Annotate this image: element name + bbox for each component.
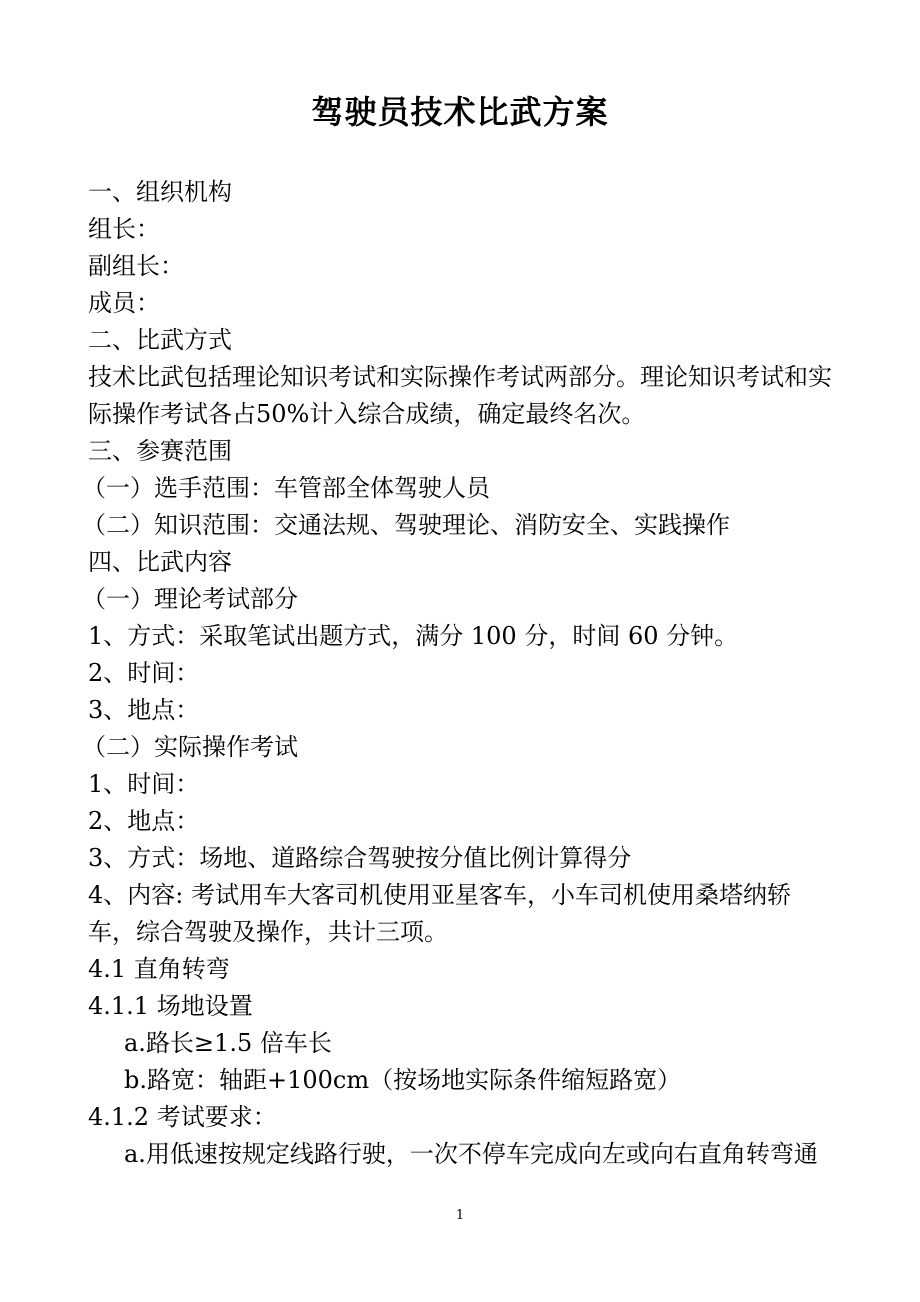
subsection-heading-exam-requirements: 4.1.2 考试要求：	[88, 1103, 277, 1131]
section-heading-content: 四、比武内容	[88, 548, 232, 576]
paragraph-line: 2、地点：	[88, 807, 200, 835]
document-title: 驾驶员技术比武方案	[311, 93, 609, 131]
paragraph-line: 副组长：	[88, 252, 184, 280]
section-heading-scope: 三、参赛范围	[88, 437, 232, 465]
list-item: a.路长≥1.5 倍车长	[124, 1029, 332, 1057]
list-item: b.路宽：轴距+100cm（按场地实际条件缩短路宽）	[124, 1066, 682, 1094]
paragraph-line: （一）选手范围：车管部全体驾驶人员	[82, 474, 490, 502]
paragraph-line: 3、方式：场地、道路综合驾驶按分值比例计算得分	[88, 844, 632, 872]
paragraph-line: 2、时间：	[88, 659, 200, 687]
subsection-heading-site-setup: 4.1.1 场地设置	[88, 992, 253, 1020]
list-item: a.用低速按规定线路行驶，一次不停车完成向左或向右直角转弯通	[124, 1140, 818, 1168]
paragraph-line: 成员：	[88, 289, 160, 317]
page-number: 1	[455, 1208, 465, 1223]
document-body	[82, 174, 838, 1173]
paragraph-content: 4、内容: 考试用车大客司机使用亚星客车，小车司机使用桑塔纳轿车，综合驾驶及操作，共计三项。	[88, 881, 791, 946]
subsection-heading-right-angle-turn: 4.1 直角转弯	[88, 955, 230, 983]
section-heading-organization: 一、组织机构	[88, 178, 232, 206]
subsection-heading-practical: （二）实际操作考试	[82, 733, 298, 761]
paragraph-line: （二）知识范围：交通法规、驾驶理论、消防安全、实践操作	[82, 511, 730, 539]
paragraph-line: 1、方式：采取笔试出题方式，满分 100 分，时间 60 分钟。	[88, 622, 739, 650]
paragraph-line: 3、地点：	[88, 696, 200, 724]
paragraph-method: 技术比武包括理论知识考试和实际操作考试两部分。理论知识考试和实际操作考试各占50%计入综合成绩，确定最终名次。	[88, 363, 832, 428]
subsection-heading-theory: （一）理论考试部分	[82, 585, 298, 613]
paragraph-line: 1、时间：	[88, 770, 200, 798]
section-heading-method: 二、比武方式	[88, 326, 232, 354]
paragraph-line: 组长：	[88, 215, 160, 243]
